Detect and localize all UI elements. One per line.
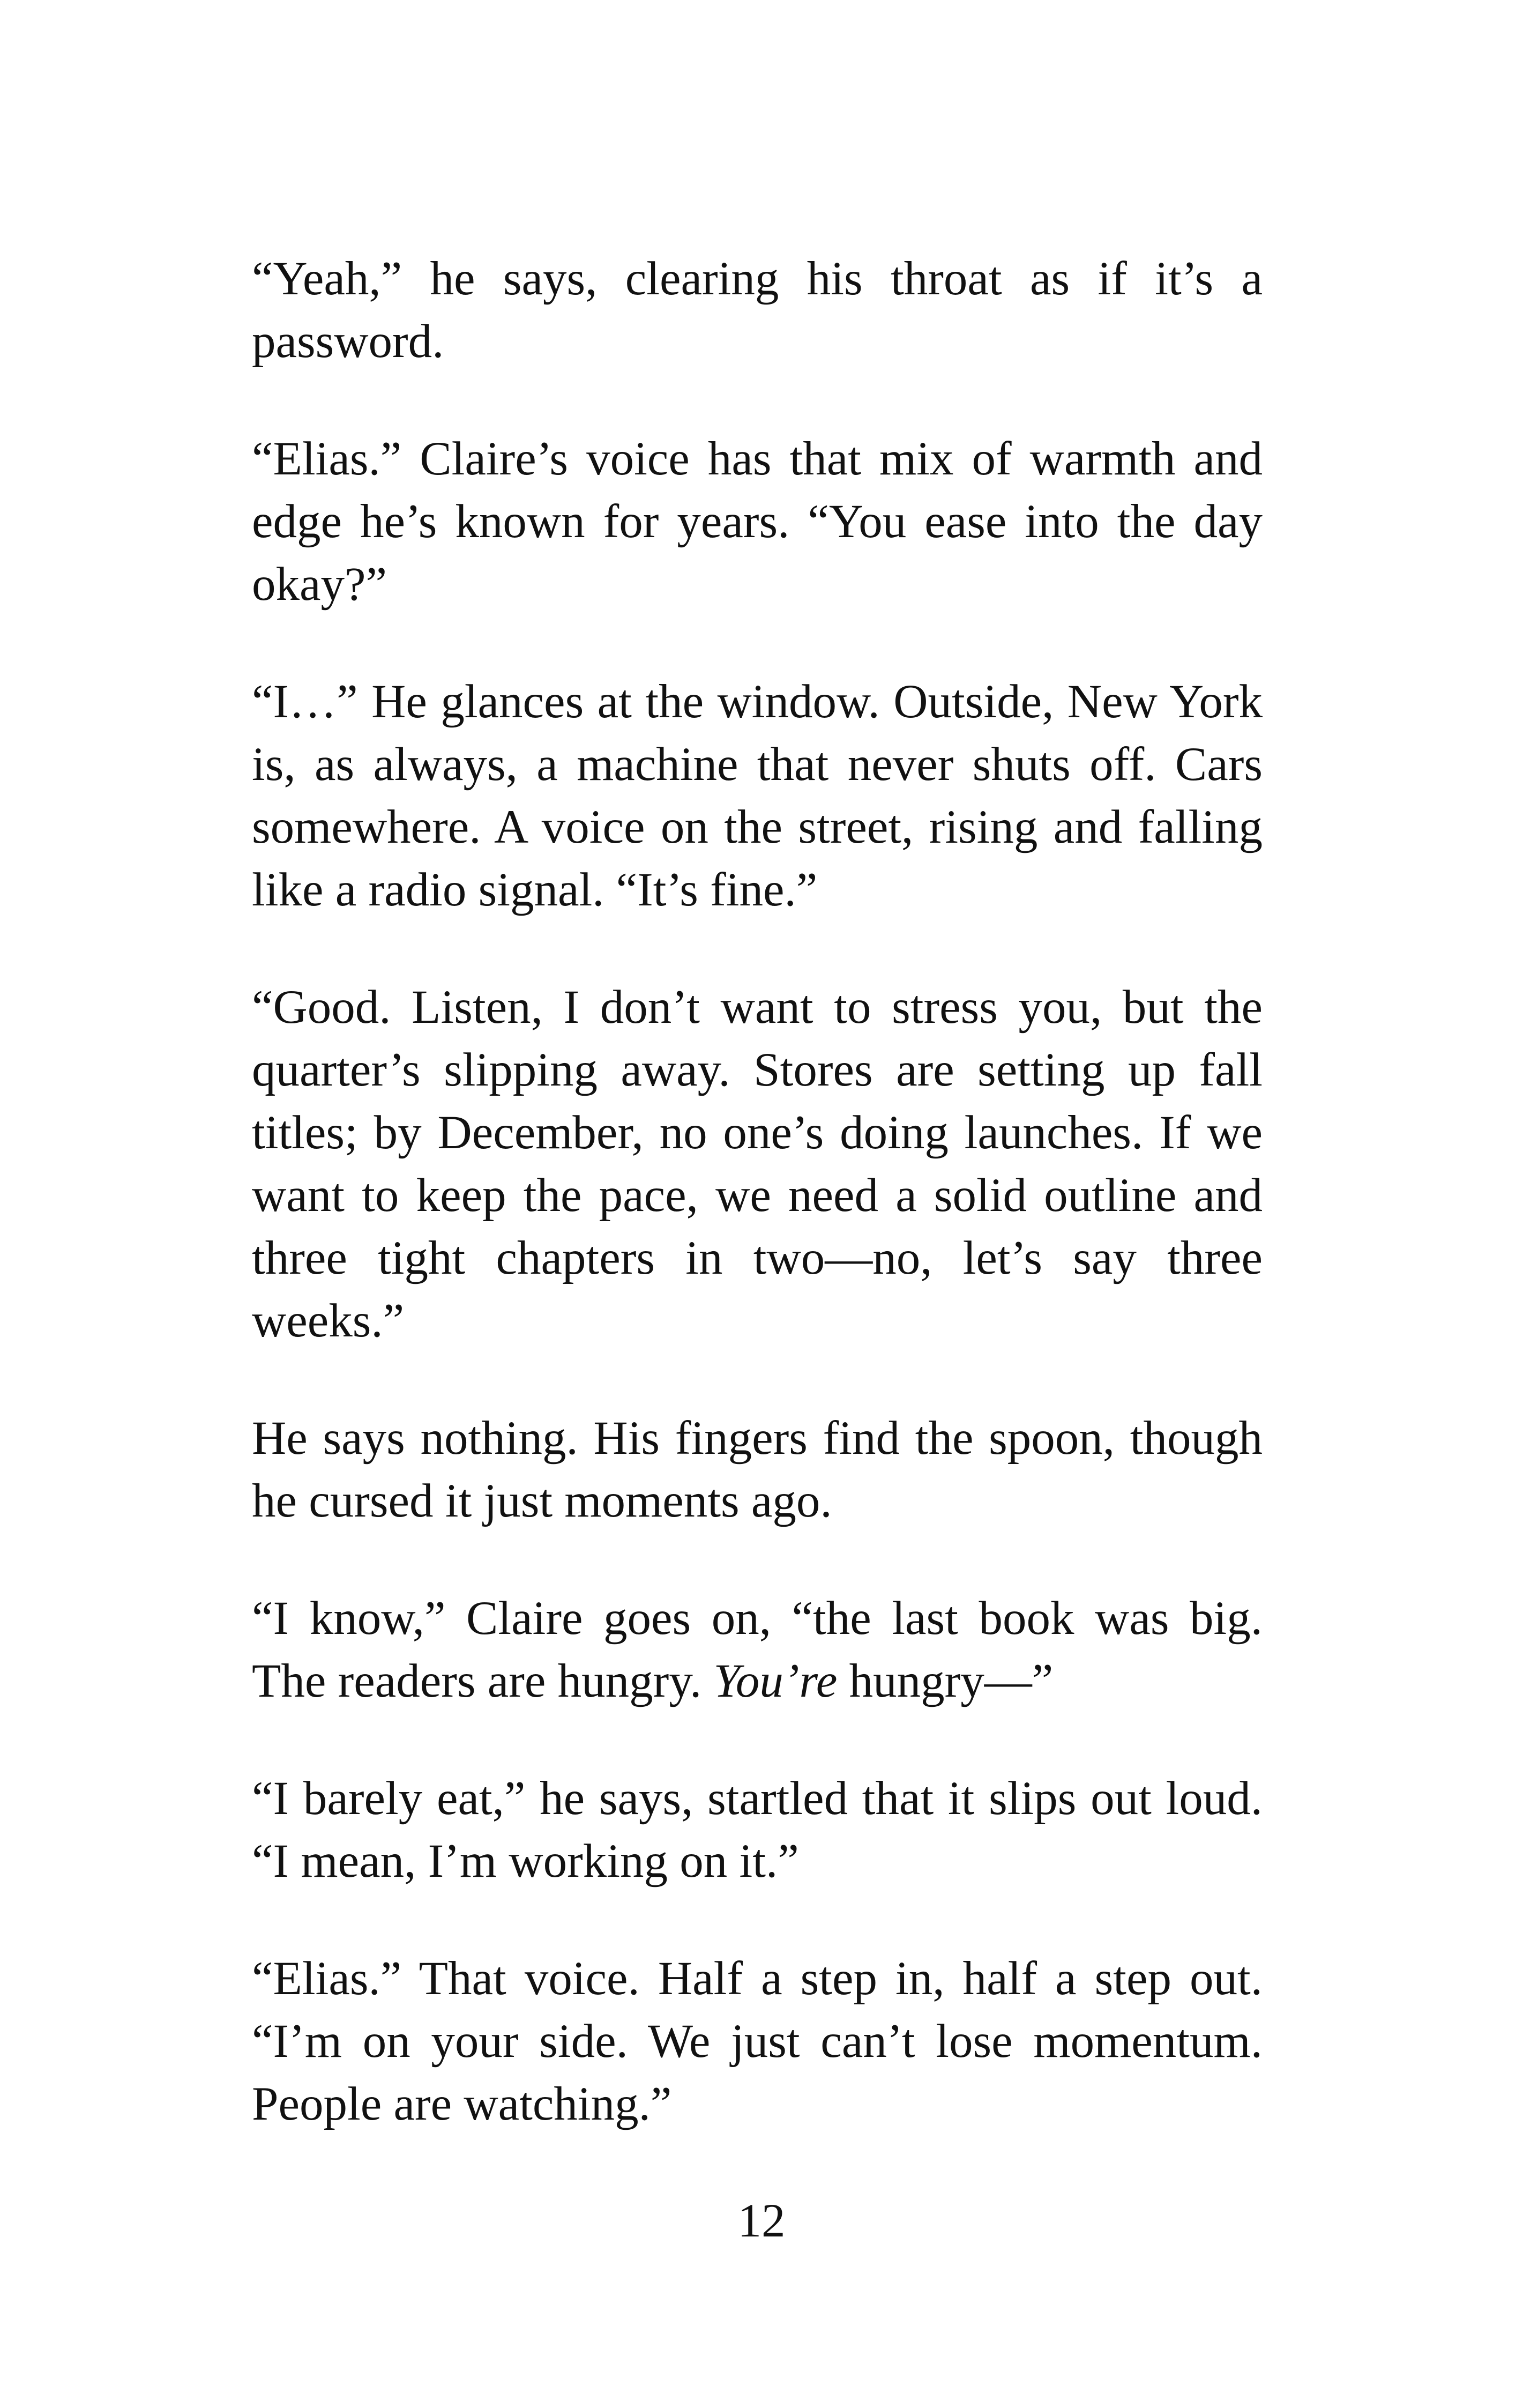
paragraph [252, 248, 1263, 373]
paragraph [252, 1587, 1263, 1713]
paragraph [252, 428, 1263, 616]
text-run: “Elias.” That voice. Half a step in, half a step out. “I’m on your side. We just can’t lose momentum. People are watching.” [252, 1952, 1263, 2130]
text-run: “I barely eat,” he says, startled that it slips out loud. “I mean, I’m working on it.” [252, 1772, 1263, 1887]
paragraph [252, 671, 1263, 921]
paragraph [252, 1948, 1263, 2136]
body-text [252, 248, 1263, 2136]
text-run: hungry—” [837, 1655, 1054, 1707]
text-run: “Good. Listen, I don’t want to stress you, but the quarter’s slipping away. Stores are setting up fall titles; by December, no one’s doing launches. If we want to keep the pace, we need a solid outline and three tight chapters in two—no, let’s say three weeks.” [252, 981, 1263, 1347]
text-run: “Yeah,” he says, clearing his throat as if it’s a password. [252, 252, 1263, 368]
text-run: “I…” He glances at the window. Outside, New York is, as always, a machine that never shuts off. Cars somewhere. A voice on the street, rising and falling like a radio signal. “It’s fine.” [252, 675, 1263, 916]
text-run: “I know,” Claire goes on, “the last book was big. The readers are hungry. [252, 1592, 1263, 1707]
paragraph [252, 1767, 1263, 1893]
text-run: “Elias.” Claire’s voice has that mix of warmth and edge he’s known for years. “You ease into the day okay?” [252, 433, 1263, 611]
text-run: He says nothing. His fingers find the spoon, though he cursed it just moments ago. [252, 1412, 1263, 1527]
emphasis-text: You’re [713, 1655, 838, 1707]
paragraph [252, 1407, 1263, 1533]
paragraph [252, 976, 1263, 1352]
page-number: 12 [737, 2195, 786, 2247]
